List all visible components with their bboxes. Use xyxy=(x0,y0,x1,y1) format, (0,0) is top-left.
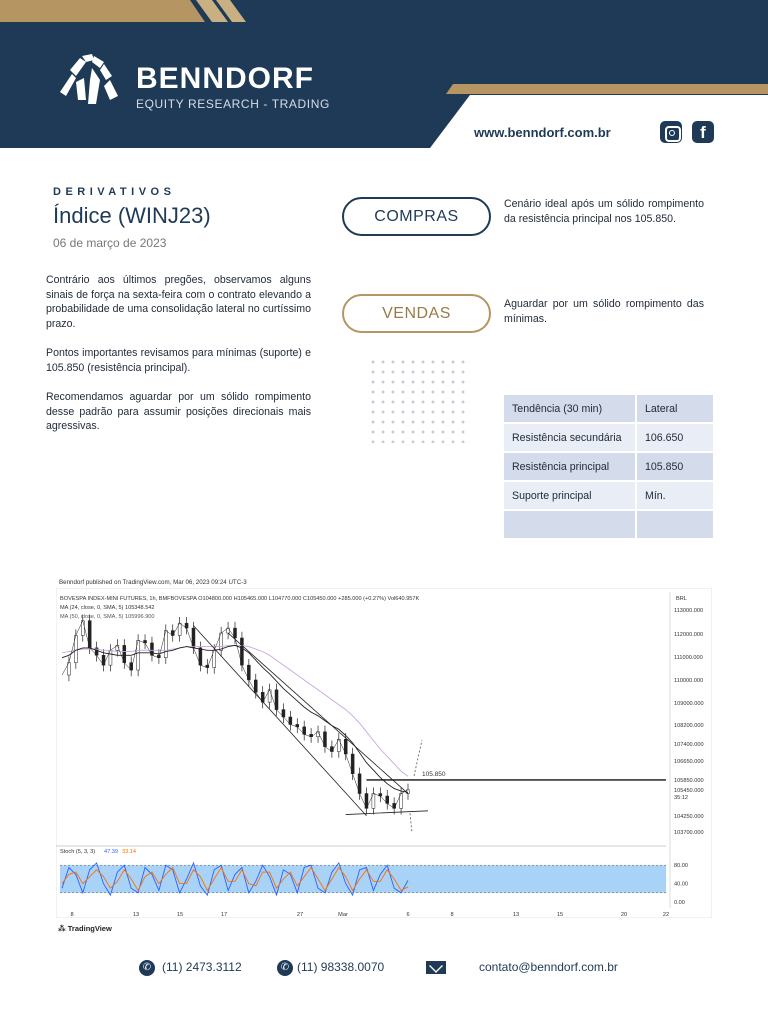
stoch-k-value: 47.39 xyxy=(104,849,118,855)
table-cell-value: 106.650 xyxy=(637,424,713,451)
chart-y-tick-label: 35:12 xyxy=(674,795,688,801)
resistance-annotation: 105.850 xyxy=(422,770,446,778)
decorative-dot-grid xyxy=(368,357,468,443)
chart-y-tick-label: 105450.000 xyxy=(674,788,704,794)
analysis-paragraph: Contrário aos últimos pregões, observamos alguns sinais de força na sexta-feira com o contrato elevando a probabilidade de uma consolidação lateral no curtíssimo prazo. xyxy=(46,274,311,330)
table-cell-label: Tendência (30 min) xyxy=(504,395,637,422)
chart-y-tick-label: 103700.000 xyxy=(674,830,704,836)
chart-x-tick-label: 17 xyxy=(220,912,228,918)
chart-currency-label: BRL xyxy=(676,596,687,602)
report-title: Índice (WINJ23) xyxy=(53,203,211,228)
table-row xyxy=(504,395,713,422)
facebook-icon[interactable]: f xyxy=(692,121,714,143)
table-cell-label: Resistência principal xyxy=(504,453,637,480)
brand xyxy=(136,63,330,111)
analysis-paragraph: Recomendamos aguardar por um sólido rompimento desse padrão para assumir posições direcionais mais agressivas. xyxy=(46,391,311,433)
table-row xyxy=(504,482,713,509)
chart-y-tick-label: 113000.000 xyxy=(674,608,704,614)
stoch-y-tick-label: 40.00 xyxy=(674,881,688,888)
stoch-y-tick-label: 0.00 xyxy=(674,900,685,906)
table-cell-label: Resistência secundária xyxy=(504,424,637,451)
chart-publisher-note: Benndorf published on TradingView.com, Mar 06, 2023 09:24 UTC-3 xyxy=(59,579,247,586)
instagram-icon[interactable] xyxy=(660,121,682,143)
stoch-band xyxy=(60,865,666,893)
stoch-label: Stoch (5, 3, 3) xyxy=(60,849,96,855)
chart-legend-line: MA (24, close, 0, SMA, 5) 105348.542 xyxy=(60,605,155,611)
table-cell-label: Suporte principal xyxy=(504,482,637,509)
report-category: DERIVATIVOS xyxy=(53,186,176,198)
chart-x-tick-label: 13 xyxy=(512,912,520,918)
chart-svg xyxy=(56,588,712,918)
brand-subtitle: EQUITY RESEARCH - TRADING xyxy=(136,97,330,111)
stoch-y-tick-label: 80.00 xyxy=(674,863,688,870)
chart-x-tick-label: 13 xyxy=(132,912,140,918)
whatsapp-icon: ✆ xyxy=(277,960,293,976)
chart-x-tick-label: Mar xyxy=(338,912,348,918)
tradingview-label: TradingView xyxy=(67,924,112,933)
chart-x-tick-label: 15 xyxy=(176,912,184,918)
table-row xyxy=(504,424,713,451)
levels-table xyxy=(504,393,713,540)
footer-whatsapp[interactable]: (11) 98338.0070 xyxy=(297,960,385,974)
page-header xyxy=(0,0,768,148)
chart-y-tick-label: 110000.000 xyxy=(674,678,704,684)
buy-badge: COMPRAS xyxy=(342,197,491,236)
chart-x-tick-label: 20 xyxy=(620,912,628,918)
chart-x-tick-label: 6 xyxy=(406,912,410,918)
chart-y-tick-label: 107400.000 xyxy=(674,742,704,748)
website-link[interactable]: www.benndorf.com.br xyxy=(474,125,611,140)
chart-y-tick-label: 109000.000 xyxy=(674,701,704,707)
chart-legend-line: MA (50, close, 0, SMA, 5) 105996.900 xyxy=(60,614,155,620)
table-row xyxy=(504,453,713,480)
chart-x-tick-label: 8 xyxy=(70,912,74,918)
phone-icon: ✆ xyxy=(139,960,155,976)
table-cell-value: 105.850 xyxy=(637,453,713,480)
chart-y-tick-label: 108200.000 xyxy=(674,723,704,729)
chart-y-tick-label: 106650.000 xyxy=(674,759,704,765)
tradingview-watermark: ⁂ TradingView xyxy=(58,924,112,933)
report-date: 06 de março de 2023 xyxy=(53,236,167,250)
chart-x-tick-label: 8 xyxy=(450,912,454,918)
chart-y-tick-label: 104250.000 xyxy=(674,814,704,820)
mail-icon xyxy=(426,961,446,974)
chart-y-tick-label: 111000.000 xyxy=(674,655,703,661)
table-cell-label xyxy=(504,511,637,538)
table-cell-value xyxy=(637,511,713,538)
sell-badge: VENDAS xyxy=(342,294,491,333)
table-cell-value: Mín. xyxy=(637,482,713,509)
chart-x-tick-label: 15 xyxy=(556,912,564,918)
sell-description: Aguardar por um sólido rompimento das mínimas. xyxy=(504,298,704,325)
chart-y-tick-label: 112000.000 xyxy=(674,632,704,638)
footer-phone[interactable]: (11) 2473.3112 xyxy=(162,960,242,974)
chart-x-tick-label: 22 xyxy=(662,912,670,918)
analysis-paragraph: Pontos importantes revisamos para mínimas (suporte) e 105.850 (resistência principal). xyxy=(46,347,311,374)
chart-x-tick-label: 27 xyxy=(296,912,304,918)
chart-y-tick-label: 105850.000 xyxy=(674,778,704,784)
table-cell-value: Lateral xyxy=(637,395,713,422)
brand-name: BENNDORF xyxy=(136,62,314,95)
table-row xyxy=(504,511,713,538)
price-chart xyxy=(56,578,712,918)
header-background xyxy=(0,0,768,148)
buy-description: Cenário ideal após um sólido rompimento da resistência principal nos 105.850. xyxy=(504,198,704,225)
stoch-d-value: 33.14 xyxy=(122,849,136,855)
footer-email[interactable]: contato@benndorf.com.br xyxy=(479,960,618,974)
chart-legend-line: BOVESPA INDEX-MINI FUTURES, 1h, BMFBOVESPA O104800.000 H105465.000 L104770.000 C105450.000 +285.000 (+0.27%) Vol640.957K xyxy=(60,596,420,602)
